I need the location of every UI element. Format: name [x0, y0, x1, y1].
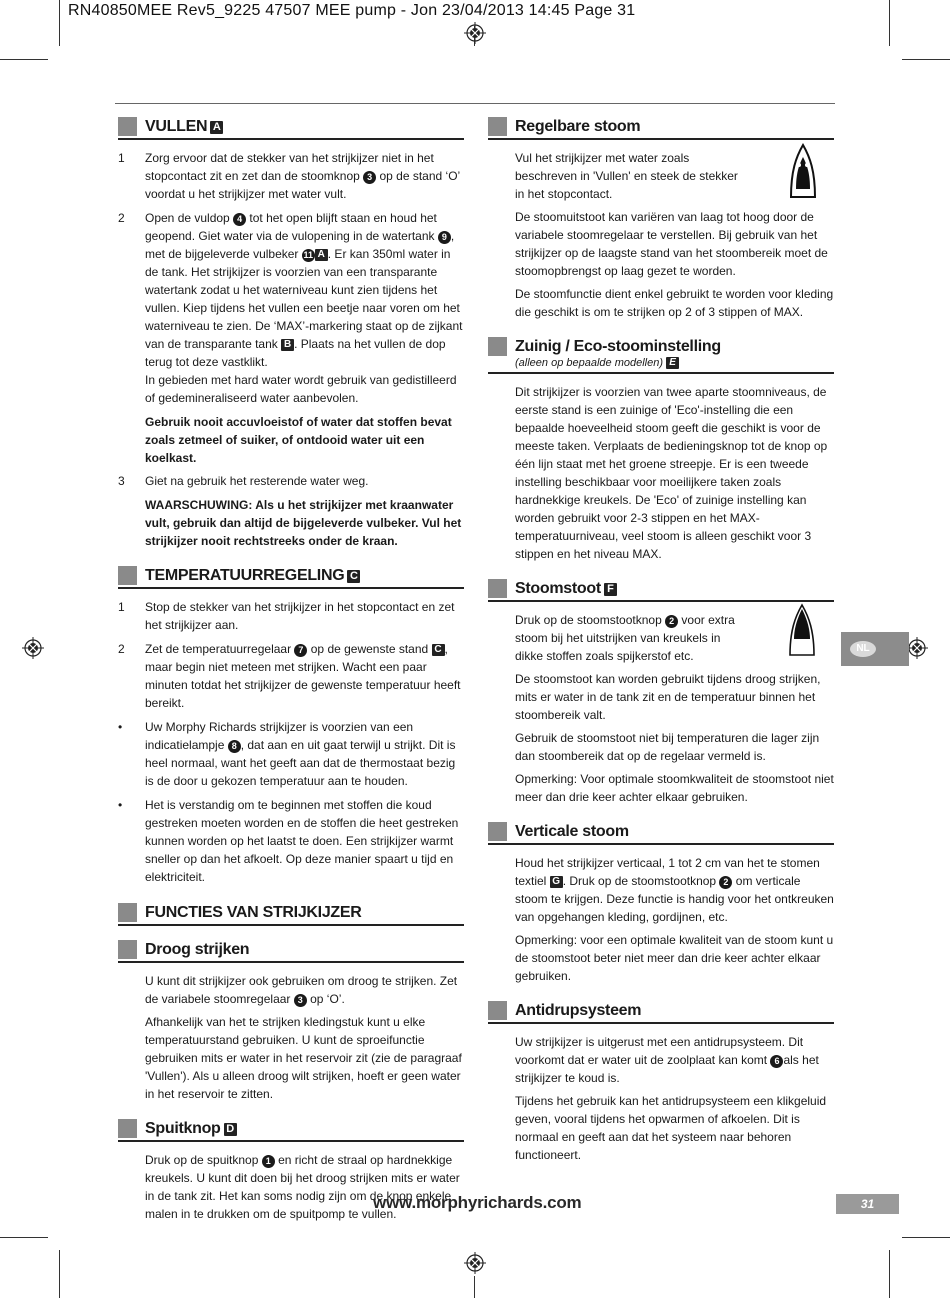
registration-mark-icon — [906, 637, 928, 659]
paragraph: Afhankelijk van het te strijken kledingstuk kunt u elke temperatuurstand gebruiken. U kunt de sproeifunctie gebruiken mits er water in het reservoir zit (zie de paragraaf 'Vullen'). Als u alleen droog wilt strijken, hoeft er geen water in het reservoir te zitten. — [145, 1015, 462, 1101]
bullet-marker: • — [118, 798, 123, 812]
text-run: om verticale stoom te krijgen. Deze functie is handig voor het ontkreuken van opgehangen kleding, gordijnen, etc. — [515, 874, 834, 924]
steam-iron-icon — [788, 603, 816, 659]
slug-text: RN40850MEE Rev5_9225 47507 MEE pump - Jon 23/04/2013 14:45 Page 31 — [68, 2, 636, 19]
figure-ref-badge: G — [550, 876, 563, 888]
section-title: Stoomstoot — [515, 580, 601, 597]
section-marker — [488, 1001, 507, 1020]
part-number-badge: 7 — [294, 644, 307, 657]
list-number: 2 — [118, 211, 125, 225]
text-run: In gebieden met hard water wordt gebruik van gedistilleerd of gedemineraliseerd water aanbevolen. — [145, 373, 457, 405]
text-run: , maar begin niet meteen met strijken. Wacht een paar minuten totdat het strijkijzer de gewenste temperatuur heeft bereikt. — [145, 642, 461, 710]
section-heading-droog-strijken — [118, 939, 464, 963]
text-run: Zorg ervoor dat de stekker van het strijkijzer niet in het stopcontact zit en zet dan de stoomknop — [145, 151, 434, 183]
text-run: op de stand ‘O’ voordat u het strijkijzer met water vult. — [145, 169, 460, 201]
section-marker — [118, 117, 137, 136]
paragraph: Opmerking: voor een optimale kwaliteit van de stoom kunt u de stoomstoot beter niet meer dan drie keer achter elkaar gebruiken. — [515, 933, 834, 983]
section-title: Droog strijken — [145, 941, 250, 958]
section-title: Verticale stoom — [515, 823, 629, 840]
section-marker — [488, 337, 507, 356]
text-run: . Er kan 350ml water in de tank. Het strijkijzer is voorzien van een transparante watertank zodat u het waterniveau kunt zien tijdens het vullen. Kiep tijdens het vullen een beetje naar voren om het waterniveau te zien. De ‘MAX’-markering staat op de zijkant van de transparante tank — [145, 247, 463, 351]
part-number-badge: 1 — [262, 1155, 275, 1168]
section-marker — [118, 903, 137, 922]
text-run: Giet na gebruik het resterende water weg. — [145, 474, 369, 488]
section-heading-regelbare-stoom — [488, 116, 834, 140]
part-number-badge: 11 — [303, 250, 314, 260]
text-run: . Plaats na het vullen de dop terug tot deze vastklikt. — [145, 337, 446, 369]
bullet-item — [118, 796, 464, 886]
crop-mark — [902, 1237, 950, 1238]
crop-mark — [59, 0, 60, 46]
section-heading-functies — [118, 902, 464, 926]
text-run: Stop de stekker van het strijkijzer in het stopcontact en zet het strijkijzer aan. — [145, 600, 455, 632]
figure-ref-badge: A — [210, 121, 223, 134]
paragraph: Opmerking: Voor optimale stoomkwaliteit de stoomstoot niet meer dan drie keer achter elkaar gebruiken. — [515, 772, 834, 804]
figure-ref-badge: F — [604, 583, 617, 596]
list-item — [118, 472, 464, 490]
section-heading-stoomstoot — [488, 578, 834, 602]
paragraph: De stoomstoot kan worden gebruikt tijdens droog strijken, mits er water in de tank zit en de temperatuur binnen het stoombereik valt. — [515, 672, 821, 722]
page-number: 31 — [836, 1194, 899, 1214]
paragraph — [118, 972, 464, 1008]
section-heading-antidrupsysteem — [488, 1000, 834, 1024]
list-item — [118, 598, 464, 634]
figure-ref-badge: C — [432, 644, 445, 656]
section-heading-temperatuurregeling — [118, 565, 464, 589]
section-title: Spuitknop — [145, 1120, 221, 1137]
text-run: , met de bijgeleverde vulbeker — [145, 229, 455, 261]
paragraph: De stoomuitstoot kan variëren van laag tot hoog door de variabele stoomregelaar te verstellen. Bij gebruik van het strijkijzer op de laagste stand van het stoombereik moet de stoomopbrengst op laag gezet te worden. — [515, 210, 828, 278]
list-item — [118, 640, 464, 712]
part-number-badge: 2 — [665, 615, 678, 628]
bullet-marker: • — [118, 720, 123, 734]
text-run: op de gewenste stand — [307, 642, 432, 656]
text-run: Uw strijkijzer is uitgerust met een antidrupsysteem. Dit voorkomt dat er water uit de zoolplaat kan komt — [515, 1035, 804, 1067]
crop-mark — [0, 1237, 48, 1238]
crop-mark — [889, 1250, 890, 1298]
section-marker — [488, 822, 507, 841]
figure-ref-badge: B — [281, 339, 294, 351]
part-number-badge: 6 — [770, 1055, 783, 1068]
text-run: tot het open blijft staan en houd het geopend. Giet water via de vulopening in de watertank — [145, 211, 438, 243]
section-title: Zuinig / Eco-stoominstelling — [515, 338, 721, 355]
left-column — [118, 116, 464, 1228]
text-run: . Druk op de stoomstootknop — [562, 874, 720, 888]
text-run: Uw Morphy Richards strijkijzer is voorzien van een indicatielampje — [145, 720, 414, 752]
section-title: FUNCTIES VAN STRIJKIJZER — [145, 904, 362, 921]
bullet-item — [118, 718, 464, 790]
figure-ref-badge: C — [347, 570, 360, 583]
footer-url: www.morphyrichards.com — [373, 1193, 582, 1212]
right-column — [488, 116, 834, 1169]
list-item — [118, 149, 464, 203]
text-run: , dat aan en uit gaat terwijl u strijkt. Dit is heel normaal, want het geeft aan dat de thermostaat bezig is de door u gekozen temperatuur aan te houden. — [145, 738, 456, 788]
part-number-badge: 3 — [363, 171, 376, 184]
section-title: TEMPERATUURREGELING — [145, 567, 345, 584]
paragraph — [488, 854, 834, 926]
paragraph: De stoomfunctie dient enkel gebruikt te worden voor kleding die geschikt is om te strijken op 2 of 3 stippen of MAX. — [515, 287, 834, 319]
section-marker — [118, 566, 137, 585]
top-rule — [115, 103, 835, 104]
crop-mark — [902, 59, 950, 60]
language-tab-label: NL — [850, 641, 876, 657]
paragraph: Vul het strijkijzer met water zoals beschreven in 'Vullen' en steek de stekker in het stopcontact. — [515, 151, 738, 201]
warning-text: Gebruik nooit accuvloeistof of water dat stoffen bevat zoals zetmeel of suiker, of ontdooid water uit een koelkast. — [145, 415, 452, 465]
part-number-badge: 9 — [438, 231, 451, 244]
registration-mark-icon — [22, 637, 44, 659]
list-number: 1 — [118, 600, 125, 614]
list-number: 2 — [118, 642, 125, 656]
section-title: Antidrupsysteem — [515, 1002, 642, 1019]
crop-mark — [474, 1276, 475, 1298]
paragraph: Tijdens het gebruik kan het antidrupsysteem een klikgeluid geven, vooral tijdens het opwarmen of afkoelen. Dit is normaal en geeft aan dat het systeem naar behoren functioneert. — [515, 1094, 827, 1162]
text-run: als het strijkijzer te koud is. — [515, 1053, 819, 1085]
text-run: op ‘O’. — [306, 992, 345, 1006]
registration-mark-icon — [464, 1252, 486, 1274]
section-marker — [488, 117, 507, 136]
crop-mark — [889, 0, 890, 46]
list-number: 1 — [118, 151, 125, 165]
section-heading-zuinig — [488, 336, 834, 374]
figure-ref-badge: A — [315, 249, 328, 261]
part-number-badge: 3 — [294, 994, 307, 1007]
text-run: en richt de straal op hardnekkige kreukels. U kunt dit doen bij het droog strijken mits er water in de tank zit. Het kan soms nodig zijn om de knop enkele malen in te drukken om de spuitpomp te vullen. — [145, 1153, 460, 1221]
section-heading-spuitknop — [118, 1118, 464, 1142]
text-run: Open de vuldop — [145, 211, 234, 225]
list-number: 3 — [118, 474, 125, 488]
list-item — [118, 209, 464, 407]
crop-mark — [0, 59, 48, 60]
section-marker — [118, 1119, 137, 1138]
figure-ref-badge: D — [224, 1123, 237, 1136]
steam-iron-icon — [788, 143, 818, 201]
section-title: VULLEN — [145, 118, 208, 135]
paragraph: Gebruik de stoomstoot niet bij temperaturen die lager zijn dan stoombereik dat op de regelaar vermeld is. — [515, 731, 820, 763]
paragraph: Dit strijkijzer is voorzien van twee aparte stoomniveaus, de eerste stand is een zuinige of 'Eco'-instelling die een bepaalde hoeveelheid stoom geeft die geschikt is voor de meeste taken. Verplaats de bedieningsknop tot de knop op één lijn staat met het groene streepje. Er is een tweede instelling beschikbaar voor moeilijkere taken zoals hardnekkige kreukels. De 'Eco' of zuinige instelling kan worden gebruikt voor 2-3 stippen en het MAX-temperatuurniveau, veel stoom is alleen geschikt voor 3 stippen en het niveau MAX. — [515, 385, 828, 561]
registration-mark-icon — [464, 22, 486, 44]
part-number-badge: 4 — [233, 213, 246, 226]
section-title: Regelbare stoom — [515, 118, 641, 135]
part-number-badge: 2 — [719, 876, 732, 889]
text-run: Houd het strijkijzer verticaal, 1 tot 2 cm van het te stomen textiel — [515, 856, 820, 888]
section-heading-vullen — [118, 116, 464, 140]
text-run: Zet de temperatuurregelaar — [145, 642, 295, 656]
text-run: Het is verstandig om te beginnen met stoffen die koud gestreken moeten worden en de stoffen die heet gestreken kunnen worden op het laatst te doen. Een strijkijzer warmt sneller op dan het afkoelt. Op deze manier spaart u tijd en elektriciteit. — [145, 798, 459, 884]
paragraph — [488, 1033, 834, 1087]
text-run: Druk op de spuitknop — [145, 1153, 262, 1167]
text-run: U kunt dit strijkijzer ook gebruiken om droog te strijken. Zet de variabele stoomregelaar — [145, 974, 458, 1006]
section-heading-verticale-stoom — [488, 821, 834, 845]
text-run: voor extra stoom bij het uitstrijken van kreukels in dikke stoffen zoals spijkerstof etc. — [515, 613, 735, 663]
section-marker — [488, 579, 507, 598]
part-number-badge: 8 — [228, 740, 241, 753]
crop-mark — [59, 1250, 60, 1298]
section-marker — [118, 940, 137, 959]
section-subtitle: (alleen op bepaalde modellen) — [515, 357, 663, 369]
warning-text: WAARSCHUWING: Als u het strijkijzer met kraanwater vult, gebruik dan altijd de bijgeleverde vulbeker. Vul het strijkijzer nooit rechtstreeks onder de kraan. — [145, 498, 462, 548]
figure-ref-badge: E — [666, 357, 679, 369]
paragraph — [488, 611, 834, 665]
text-run: Druk op de stoomstootknop — [515, 613, 666, 627]
